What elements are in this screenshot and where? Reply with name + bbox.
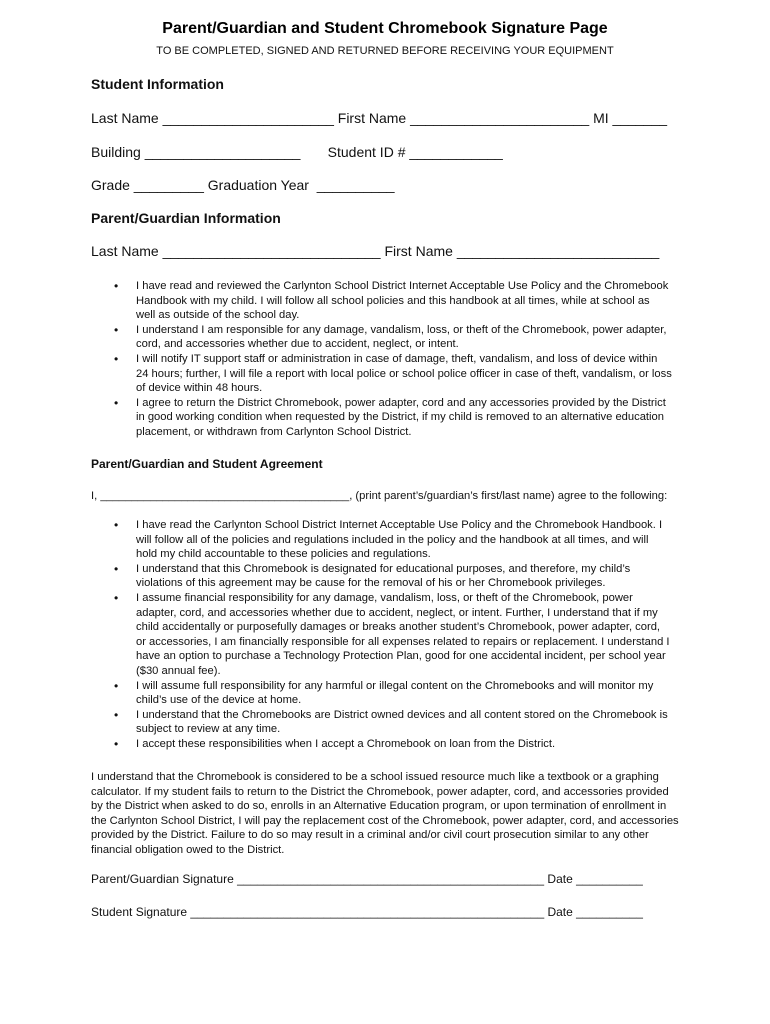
page-title: Parent/Guardian and Student Chromebook Signature Page bbox=[162, 20, 608, 37]
list-item: • I accept these responsibilities when I accept a Chromebook on loan from the District. bbox=[112, 737, 672, 752]
list-item: • I assume financial responsibility for any damage, vandalism, loss, or theft of the Chromebook, power adapter, cord, and accessories whether due to accident, neglect, or intent. Further, I understand that if my child accidentally or purposefully damages or breaks another student’s Chromebook, power adapter, cord, or accessories, I am financially responsible for all expenses related to repairs or replacement. I understand I have an option to purchase a Technology Protection Plan, good for one accidental incident, per school year ($30 annual fee). bbox=[112, 591, 672, 679]
student-grade-line[interactable]: Grade _________ Graduation Year __________ bbox=[91, 177, 395, 193]
agreement-bullets bbox=[112, 518, 672, 752]
page-subtitle: TO BE COMPLETED, SIGNED AND RETURNED BEFORE RECEIVING YOUR EQUIPMENT bbox=[156, 45, 614, 57]
student-signature-line[interactable]: Student Signature _____________________________________________________ Date __________ bbox=[91, 905, 643, 919]
list-item: • I will assume full responsibility for any harmful or illegal content on the Chromebooks and will monitor my child’s use of the device at home. bbox=[112, 679, 672, 708]
parent-name-line[interactable]: Last Name ____________________________ First Name __________________________ bbox=[91, 243, 660, 259]
student-name-line[interactable]: Last Name ______________________ First Name _______________________ MI _______ bbox=[91, 110, 668, 126]
list-item: • I understand that this Chromebook is designated for educational purposes, and therefore, my child’s violations of this agreement may be cause for the removal of his or her Chromebook privileges. bbox=[112, 562, 672, 591]
list-item: • I will notify IT support staff or administration in case of damage, theft, vandalism, and loss of device within 24 hours; further, I will file a report with local police or school police officer in case of theft, vandalism, or loss of device within 48 hours. bbox=[112, 352, 672, 396]
list-item: • I have read and reviewed the Carlynton School District Internet Acceptable Use Policy and the Chromebook Handbook with my child. I will follow all school policies and this handbook at all times, while at school as well as outside of the school day. bbox=[112, 279, 672, 323]
parent-signature-line[interactable]: Parent/Guardian Signature ______________________________________________ Date __________ bbox=[91, 872, 643, 886]
agreement-heading: Parent/Guardian and Student Agreement bbox=[91, 457, 323, 471]
student-info-heading: Student Information bbox=[91, 76, 224, 92]
agreement-closing: I understand that the Chromebook is considered to be a school issued resource much like a textbook or a graphing calculator. If my student fails to return to the District the Chromebook, power adapter, cord, and accessories provided by the District when asked to do so, enrolls in an Alternative Education program, or upon termination of enrollment in the Carlynton School District, I will pay the replacement cost of the Chromebook, power adapter, cord, and accessories provided by the District. Failure to do so may result in a criminal and/or civil court prosecution similar to any other financial obligation owed to the District. bbox=[91, 771, 679, 856]
parent-info-heading: Parent/Guardian Information bbox=[91, 210, 281, 226]
list-item: • I understand that the Chromebooks are District owned devices and all content stored on the Chromebook is subject to review at any time. bbox=[112, 708, 672, 737]
parent-info-bullets bbox=[112, 279, 672, 440]
list-item: • I have read the Carlynton School District Internet Acceptable Use Policy and the Chromebook Handbook. I will follow all of the policies and regulations included in the policy and the handbook at all times, and will hold my child accountable to these policies and regulations. bbox=[112, 518, 672, 562]
list-item: • I understand I am responsible for any damage, vandalism, loss, or theft of the Chromebook, power adapter, cord, and accessories whether due to accident, neglect, or intent. bbox=[112, 323, 672, 352]
agreement-intro[interactable]: I, ________________________________________, (print parent’s/guardian’s first/last name) agree to the following: bbox=[91, 490, 668, 502]
list-item: • I agree to return the District Chromebook, power adapter, cord and any accessories provided by the District in good working condition when requested by the District, if my child is removed to an alternative education placement, or withdrawn from Carlynton School District. bbox=[112, 396, 672, 440]
student-building-id-line[interactable]: Building ____________________ Student ID # ____________ bbox=[91, 144, 503, 160]
